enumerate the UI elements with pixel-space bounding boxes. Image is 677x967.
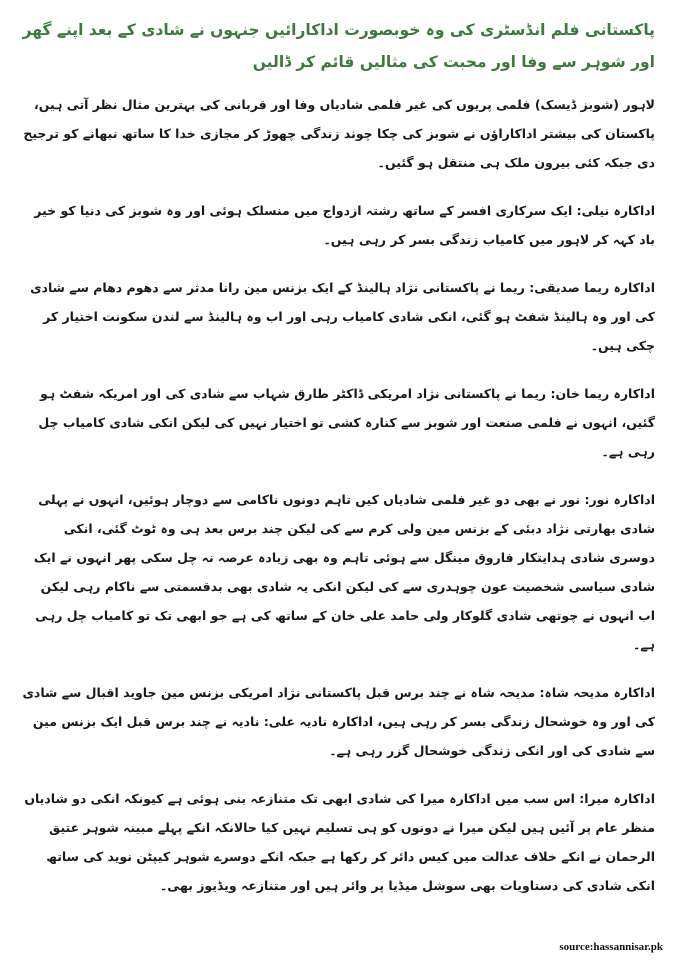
paragraph-madiha-shah: اداکارہ مدیحہ شاہ: مدیحہ شاہ نے چند برس قبل پاکستانی نژاد امریکی بزنس مین جاوید اقبال سے شادی کی اور وہ خوشحال زندگی بسر کر رہی ہیں، اداکارہ نادیہ علی: نادیہ نے چند برس قبل ایک بزنس مین سے شادی کی اور انکی زندگی خوشحال گزر رہی ہے۔ (22, 685, 655, 758)
source-credit: source:hassannisar.pk (559, 941, 663, 953)
paragraph-reema-khan: اداکارہ ریما خان: ریما نے پاکستانی نژاد امریکی ڈاکٹر طارق شہاب سے شادی کی اور امریکہ شفٹ ہو گئیں، انہوں نے فلمی صنعت اور شوبز سے کنارہ کشی تو اختیار نہیں کی لیکن انکی شادی کامیاب چل رہی ہے۔ (38, 386, 655, 459)
paragraph-meera: اداکارہ میرا: اس سب میں اداکارہ میرا کی شادی ابھی تک متنازعہ بنی ہوئی ہے کیونکہ انکی دو شادیاں منظر عام پر آئیں ہیں لیکن میرا نے دونوں کو ہی تسلیم نہیں کیا حالانکہ انکے پہلے مبینہ شوہر عتیق الرحمان نے انکے خلاف عدالت میں کیس دائر کر رکھا ہے جبکہ انکے دوسرے شوہر کیپٹن نوید کی ساتھ انکی شادی کی دستاویات بھی سوشل میڈیا پر وائر ہیں اور متنازعہ ویڈیوز بھی۔ (24, 791, 655, 893)
paragraph-noor: اداکارہ نور: نور نے بھی دو غیر فلمی شادیاں کیں تاہم دونوں ناکامی سے دوچار ہوئیں، انہوں نے پہلی شادی بھارتی نژاد دبئی کے بزنس مین ولی کرم سے کی لیکن چند برس بعد ہی وہ ٹوٹ گئی، انکی دوسری شادی ہدایتکار فاروق مینگل سے ہوئی تاہم وہ بھی زیادہ عرصہ نہ چل سکی پھر انہوں نے ایک شادی سیاسی شخصیت عون چوہدری سے کی لیکن انکی یہ شادی بھی بدقسمتی سے ناکام رہی لیکن اب انہوں نے چوتھی شادی گلوکار ولی حامد علی خان کے ساتھ کی ہے جو ابھی تک تو کامیاب چل رہی ہے۔ (33, 492, 655, 652)
article (22, 14, 655, 919)
paragraph-intro: لاہور (شوبز ڈیسک) فلمی پریوں کی غیر فلمی شادیاں وفا اور قربانی کی بہترین مثال نظر آتی ہیں، پاکستان کی بیشتر اداکاراؤں نے شوبز کی چکا چوند زندگی چھوڑ کر مجازی خدا کا ساتھ نبھانے کو ترجیح دی جبکہ کئی بیرون ملک ہی منتقل ہو گئیں۔ (23, 97, 655, 170)
paragraph-reema-siddiqui: اداکارہ ریما صدیقی: ریما نے پاکستانی نژاد ہالینڈ کے ایک بزنس مین رانا مدثر سے دھوم دھام سے شادی کی اور وہ ہالینڈ شفٹ ہو گئی، انکی شادی کامیاب رہی اور اب وہ ہالینڈ سے لندن سکونت اختیار کر چکی ہیں۔ (30, 280, 655, 353)
article-headline: پاکستانی فلم انڈسٹری کی وہ خوبصورت اداکارائیں جنہوں نے شادی کے بعد اپنے گھر اور شوہر سے وفا اور محبت کی مثالیں قائم کر ڈالیں (22, 21, 655, 71)
paragraph-neeli: اداکارہ نیلی: ایک سرکاری افسر کے ساتھ رشتہ ازدواج میں منسلک ہوئی اور وہ شوبز کی دنیا کو خیر باد کہہ کر لاہور میں کامیاب زندگی بسر کر رہی ہیں۔ (34, 203, 655, 247)
